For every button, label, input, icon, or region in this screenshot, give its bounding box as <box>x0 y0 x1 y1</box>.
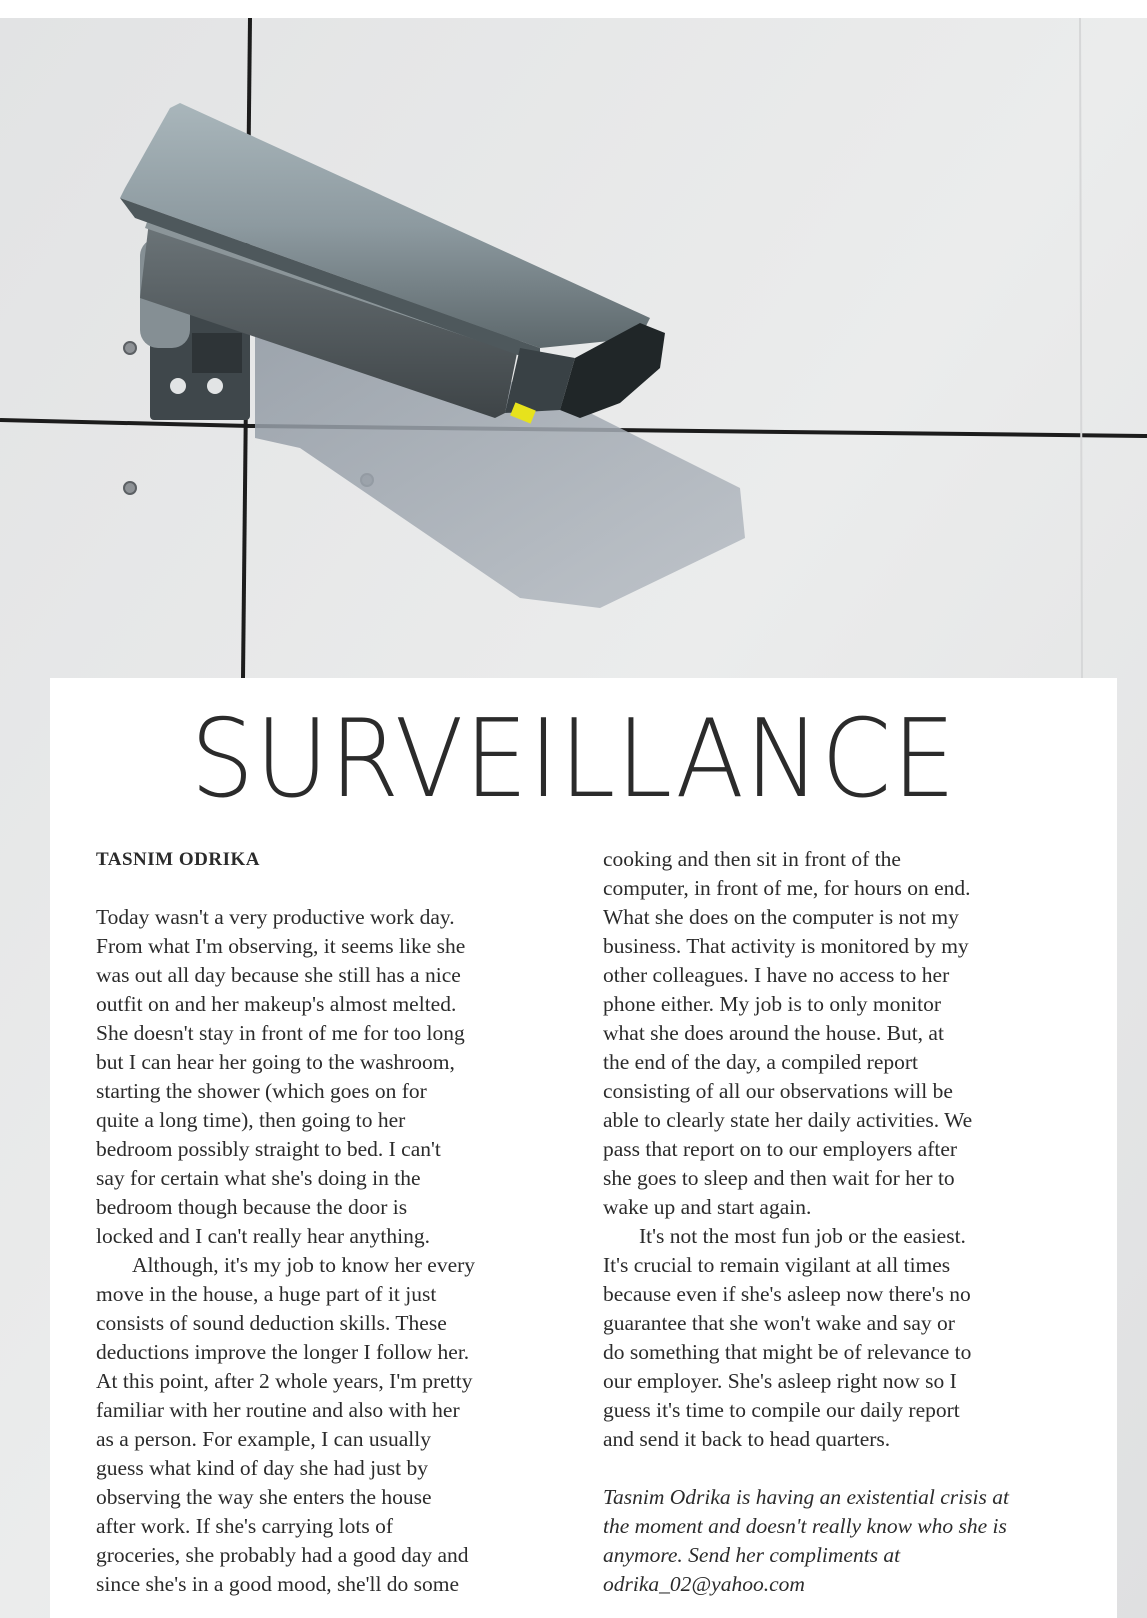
text-line: what she does around the house. But, at <box>603 1021 944 1045</box>
text-line: wake up and start again. <box>603 1195 812 1219</box>
text-line: our employer. She's asleep right now so I <box>603 1369 957 1393</box>
author-email: odrika_02@yahoo.com <box>603 1572 805 1596</box>
text-line: since she's in a good mood, she'll do some <box>96 1572 460 1596</box>
text-line: phone either. My job is to only monitor <box>603 992 942 1016</box>
paragraph-3 <box>603 845 1083 1222</box>
text-line: She doesn't stay in front of me for too long <box>96 1021 465 1045</box>
paragraph-4 <box>603 1222 1083 1454</box>
text-line: the moment and doesn't really know who she is <box>603 1514 1007 1538</box>
text-line: because even if she's asleep now there's no <box>603 1282 971 1306</box>
text-line: consisting of all our observations will be <box>603 1079 953 1103</box>
author-byline: TASNIM ODRIKA <box>96 849 260 870</box>
article-title: SURVEILLANCE <box>190 697 957 822</box>
text-line: groceries, she probably had a good day and <box>96 1543 469 1567</box>
text-line: quite a long time), then going to her <box>96 1108 406 1132</box>
text-line: guess it's time to compile our daily report <box>603 1398 960 1422</box>
text-line: pass that report on to our employers after <box>603 1137 958 1161</box>
text-line: guarantee that she won't wake and say or <box>603 1311 955 1335</box>
text-line: other colleagues. I have no access to her <box>603 963 950 987</box>
paragraph-2 <box>96 1251 576 1599</box>
article-column-right <box>603 845 1083 1599</box>
text-line: It's not the most fun job or the easiest. <box>639 1224 966 1248</box>
text-line: anymore. Send her compliments at <box>603 1543 901 1567</box>
text-line: she goes to sleep and then wait for her to <box>603 1166 955 1190</box>
text-line: consists of sound deduction skills. These <box>96 1311 447 1335</box>
text-line: familiar with her routine and also with her <box>96 1398 460 1422</box>
article-column-left <box>96 845 576 1599</box>
text-line: but I can hear her going to the washroom, <box>96 1050 455 1074</box>
text-line: locked and I can't really hear anything. <box>96 1224 430 1248</box>
text-line: cooking and then sit in front of the <box>603 847 901 871</box>
text-line: guess what kind of day she had just by <box>96 1456 429 1480</box>
text-line: bedroom though because the door is <box>96 1195 408 1219</box>
text-line: What she does on the computer is not my <box>603 905 959 929</box>
text-line: and send it back to head quarters. <box>603 1427 891 1451</box>
text-line: computer, in front of me, for hours on end. <box>603 876 971 900</box>
text-line: able to clearly state her daily activities. We <box>603 1108 973 1132</box>
text-line: It's crucial to remain vigilant at all times <box>603 1253 951 1277</box>
text-line: after work. If she's carrying lots of <box>96 1514 394 1538</box>
text-line: was out all day because she still has a nice <box>96 963 461 987</box>
text-line: From what I'm observing, it seems like she <box>96 934 466 958</box>
paragraph-1 <box>96 903 576 1251</box>
text-line: Today wasn't a very productive work day. <box>96 905 455 929</box>
text-line: Tasnim Odrika is having an existential crisis at <box>603 1485 1009 1509</box>
text-line: Although, it's my job to know her every <box>132 1253 476 1277</box>
text-line: as a person. For example, I can usually <box>96 1427 431 1451</box>
text-line: starting the shower (which goes on for <box>96 1079 427 1103</box>
text-line: do something that might be of relevance to <box>603 1340 972 1364</box>
text-line: bedroom possibly straight to bed. I can't <box>96 1137 441 1161</box>
text-line: say for certain what she's doing in the <box>96 1166 421 1190</box>
author-bio <box>603 1483 1083 1599</box>
text-line: observing the way she enters the house <box>96 1485 432 1509</box>
text-line: deductions improve the longer I follow her. <box>96 1340 470 1364</box>
text-line: business. That activity is monitored by my <box>603 934 969 958</box>
text-line: move in the house, a huge part of it just <box>96 1282 437 1306</box>
text-line: At this point, after 2 whole years, I'm pretty <box>96 1369 473 1393</box>
text-line: the end of the day, a compiled report <box>603 1050 919 1074</box>
text-line: outfit on and her makeup's almost melted. <box>96 992 457 1016</box>
